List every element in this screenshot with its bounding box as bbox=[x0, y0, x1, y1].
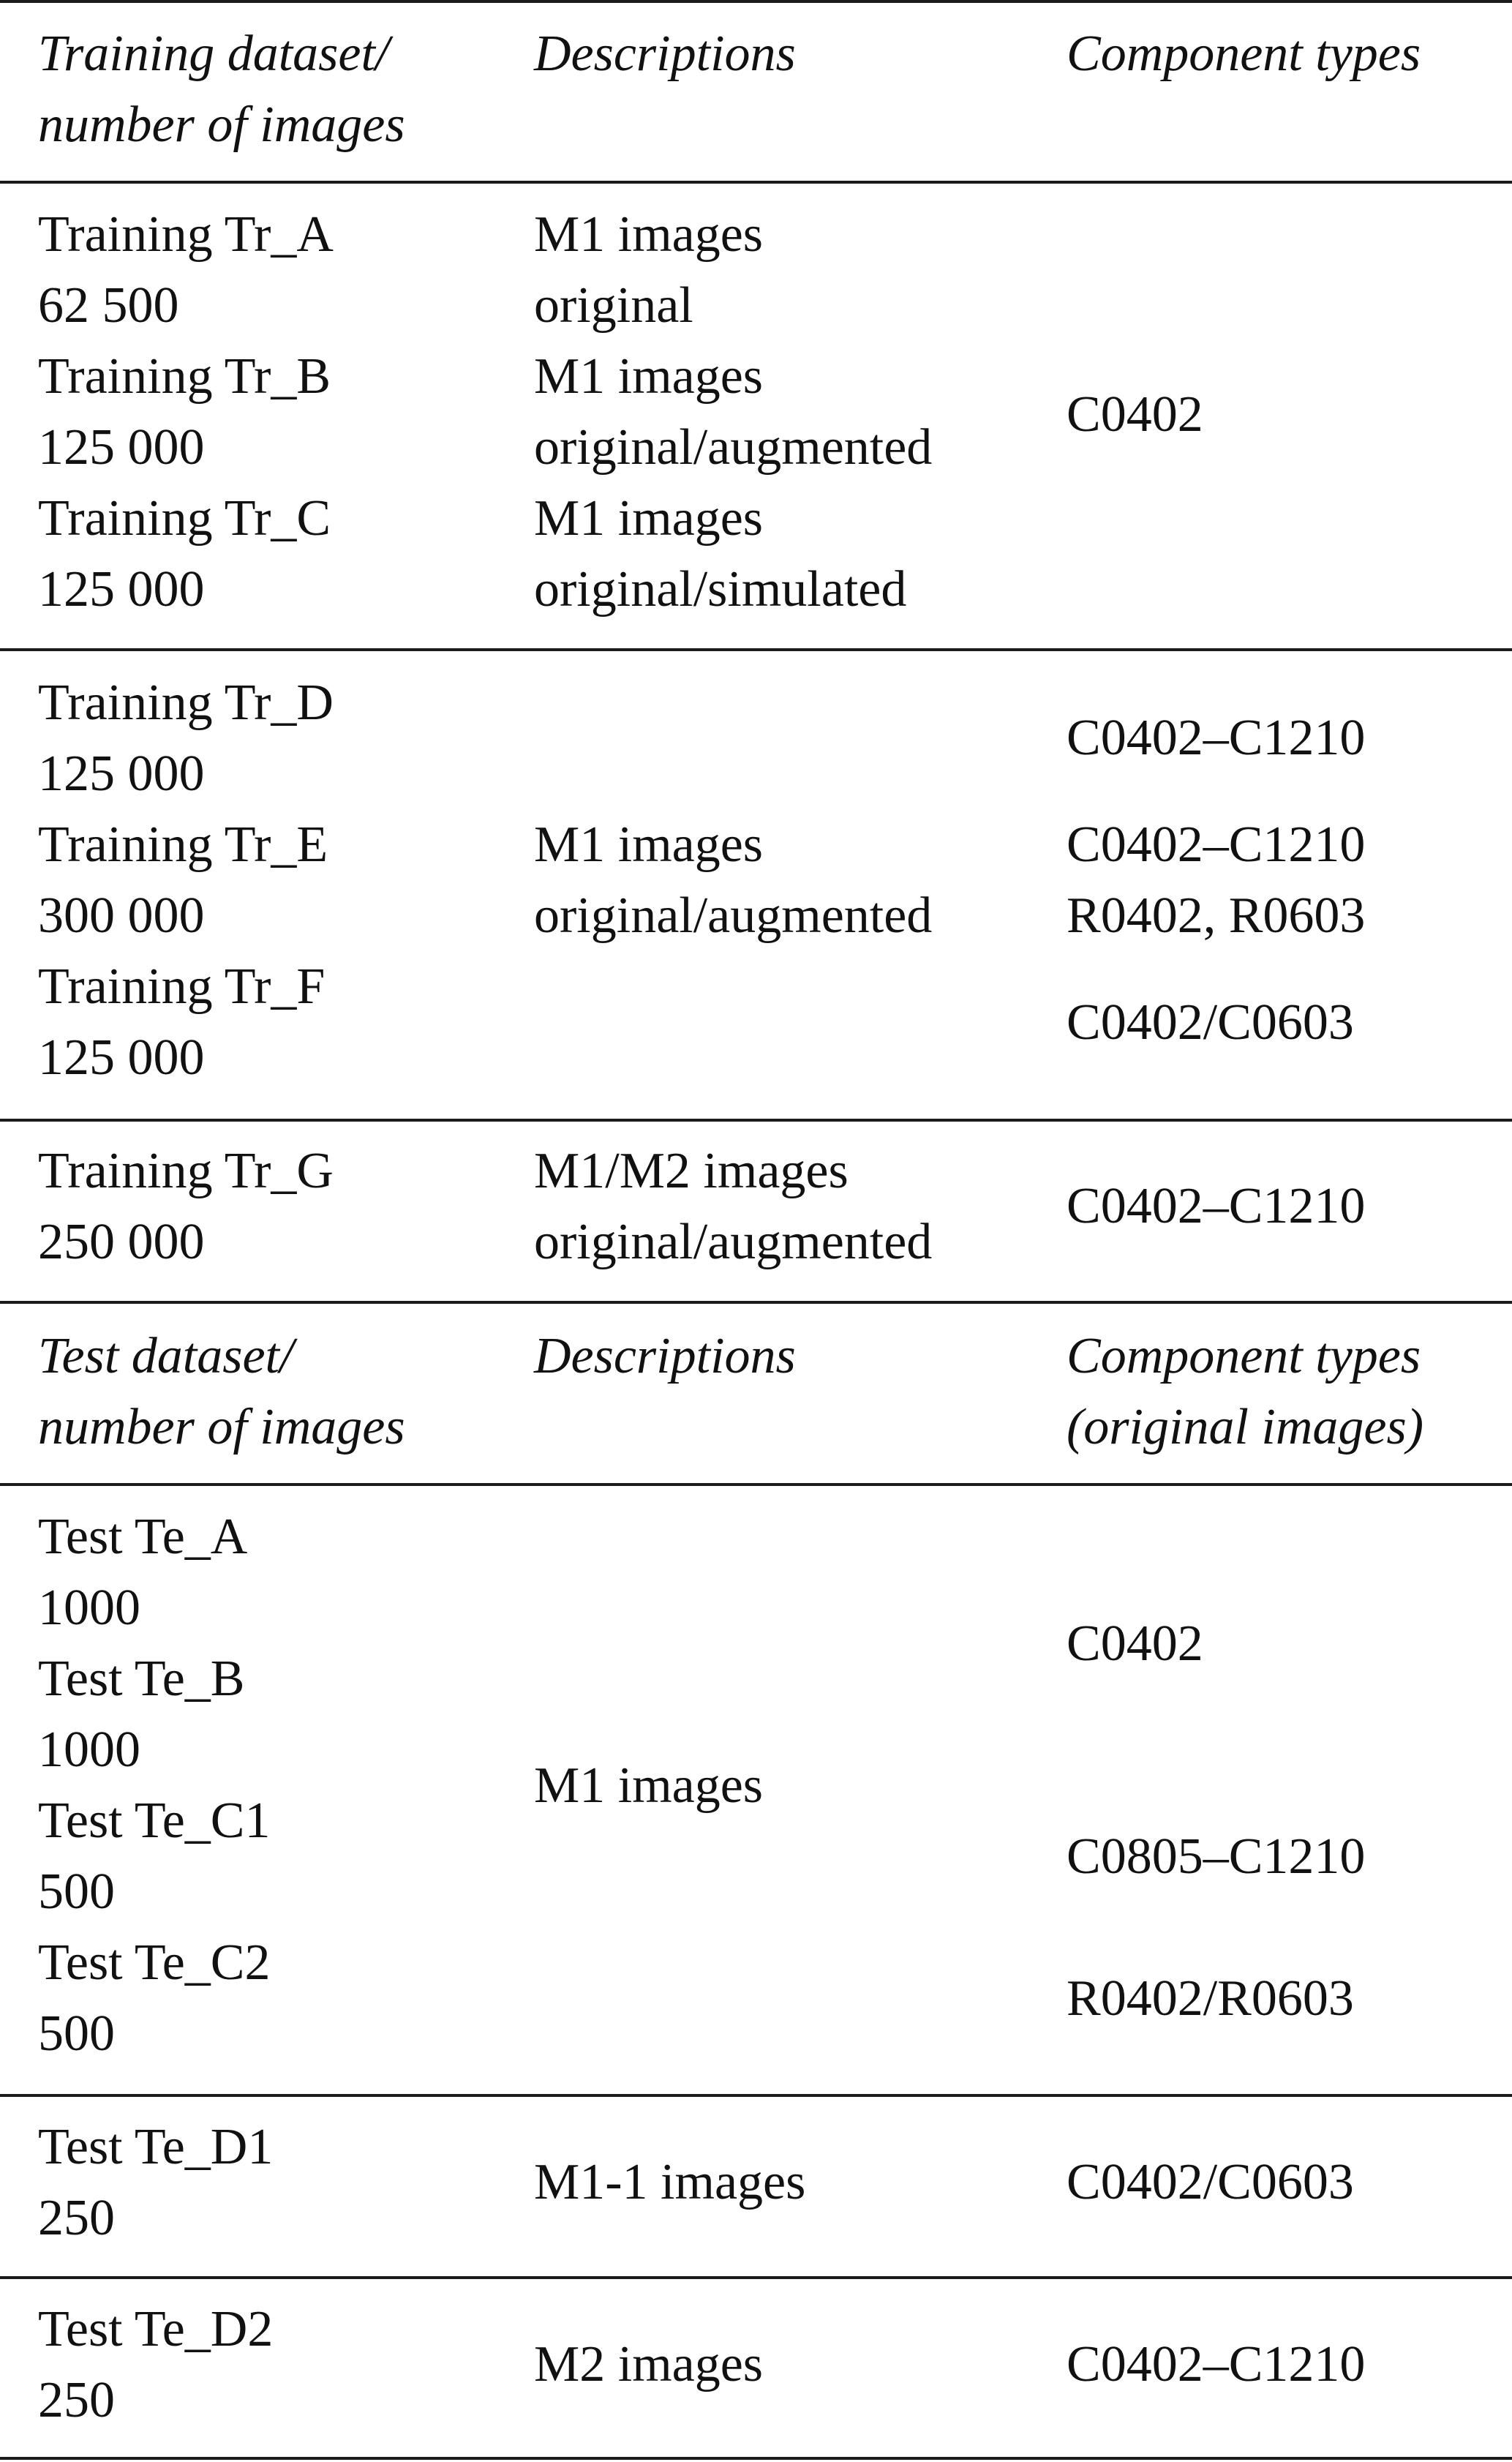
dataset-name: Test Te_B bbox=[38, 1651, 245, 1707]
component-types: C0402 bbox=[1067, 386, 1203, 443]
dataset-count: 300 000 bbox=[38, 887, 205, 944]
header-line: Training dataset/ bbox=[38, 26, 390, 82]
description-line: original/augmented bbox=[534, 419, 933, 476]
description-cell bbox=[534, 1136, 1046, 1277]
header-line: (original images) bbox=[1067, 1399, 1424, 1455]
table-rule-bottom bbox=[0, 2457, 1512, 2460]
dataset-cell bbox=[38, 1136, 506, 1277]
training-header-dataset bbox=[38, 18, 506, 160]
dataset-name: Training Tr_A bbox=[38, 206, 334, 263]
dataset-name: Training Tr_B bbox=[38, 348, 331, 405]
description-line: M1 images bbox=[534, 348, 764, 405]
description-line: original bbox=[534, 277, 693, 334]
dataset-name: Test Te_C2 bbox=[38, 1934, 271, 1991]
dataset-cell bbox=[38, 2112, 506, 2253]
component-types: R0402/R0603 bbox=[1067, 1970, 1354, 2027]
component-types: C0402–C1210 bbox=[1067, 2336, 1366, 2392]
test-header-descriptions bbox=[534, 1321, 1046, 1392]
header-line: Descriptions bbox=[534, 1328, 796, 1384]
header-line: number of images bbox=[38, 1399, 405, 1455]
description-line: original/augmented bbox=[534, 1214, 933, 1270]
dataset-count: 125 000 bbox=[38, 1029, 205, 1086]
dataset-name: Training Tr_D bbox=[38, 675, 334, 731]
component-types: C0402–C1210 bbox=[1067, 710, 1366, 766]
header-line: number of images bbox=[38, 97, 405, 153]
component-types: C0402/C0603 bbox=[1067, 994, 1354, 1051]
dataset-name: Training Tr_C bbox=[38, 490, 331, 547]
dataset-name: Test Te_D2 bbox=[38, 2301, 274, 2357]
description-line: M2 images bbox=[534, 2336, 764, 2392]
table-rule-top bbox=[0, 0, 1512, 3]
description-line: original/augmented bbox=[534, 887, 933, 944]
dataset-count: 125 000 bbox=[38, 419, 205, 476]
training-header-component-types bbox=[1067, 18, 1505, 89]
table-rule bbox=[0, 1301, 1512, 1304]
dataset-name: Test Te_C1 bbox=[38, 1793, 271, 1849]
dataset-name: Training Tr_G bbox=[38, 1143, 334, 1199]
description-cell bbox=[534, 199, 1046, 625]
header-line: Component types bbox=[1067, 26, 1421, 82]
dataset-name: Test Te_A bbox=[38, 1509, 248, 1565]
component-types: R0402, R0603 bbox=[1067, 887, 1366, 944]
component-types: C0805–C1210 bbox=[1067, 1828, 1366, 1885]
description-line: M1 images bbox=[534, 490, 764, 547]
dataset-count: 250 000 bbox=[38, 1214, 205, 1270]
dataset-name: Test Te_D1 bbox=[38, 2119, 274, 2175]
component-types: C0402–C1210 bbox=[1067, 1178, 1366, 1234]
description-line: M1 images bbox=[534, 1757, 764, 1814]
dataset-count: 1000 bbox=[38, 1722, 140, 1778]
description-line: M1 images bbox=[534, 817, 764, 873]
component-types: C0402/C0603 bbox=[1067, 2154, 1354, 2210]
test-header-component-types bbox=[1067, 1321, 1505, 1463]
description-line: M1-1 images bbox=[534, 2154, 806, 2210]
training-header-descriptions bbox=[534, 18, 1046, 89]
header-line: Test dataset/ bbox=[38, 1328, 294, 1384]
header-line: Component types bbox=[1067, 1328, 1421, 1384]
description-line: M1/M2 images bbox=[534, 1143, 849, 1199]
dataset-count: 500 bbox=[38, 2005, 115, 2062]
dataset-count: 62 500 bbox=[38, 277, 179, 334]
component-types: C0402 bbox=[1067, 1615, 1203, 1672]
dataset-count: 125 000 bbox=[38, 561, 205, 618]
table-rule bbox=[0, 1119, 1512, 1122]
dataset-count: 125 000 bbox=[38, 746, 205, 802]
dataset-cell bbox=[38, 1501, 506, 2069]
dataset-name: Training Tr_E bbox=[38, 817, 328, 873]
table-rule bbox=[0, 2276, 1512, 2279]
dataset-cell bbox=[38, 667, 506, 1093]
dataset-count: 250 bbox=[38, 2190, 115, 2246]
table-rule bbox=[0, 181, 1512, 184]
dataset-cell bbox=[38, 199, 506, 625]
table-rule bbox=[0, 1483, 1512, 1486]
dataset-name: Training Tr_F bbox=[38, 958, 326, 1015]
component-types: C0402–C1210 bbox=[1067, 817, 1366, 873]
dataset-cell bbox=[38, 2294, 506, 2436]
test-header-dataset bbox=[38, 1321, 506, 1463]
header-line: Descriptions bbox=[534, 26, 796, 82]
description-line: M1 images bbox=[534, 206, 764, 263]
dataset-count: 1000 bbox=[38, 1580, 140, 1636]
table-rule bbox=[0, 648, 1512, 651]
dataset-count: 250 bbox=[38, 2372, 115, 2428]
table-rule bbox=[0, 2094, 1512, 2097]
dataset-count: 500 bbox=[38, 1864, 115, 1920]
description-line: original/simulated bbox=[534, 561, 907, 618]
